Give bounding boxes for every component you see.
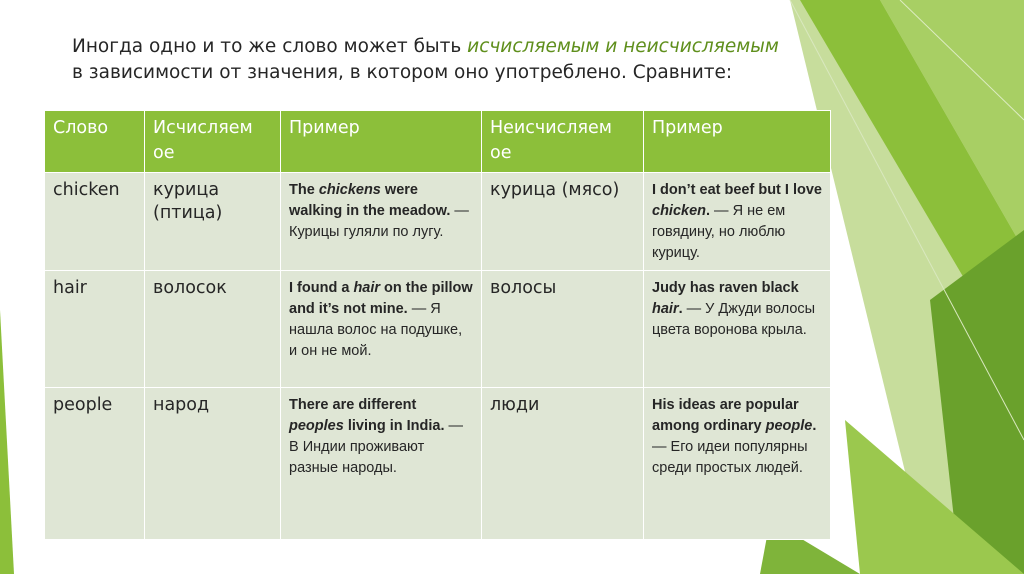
table-header-row [45,111,831,173]
example-translation: — Я нашла волос на подушке, и он не мой. [289,301,463,359]
countable-cell: волосок [145,271,281,388]
table-row [45,173,831,271]
header-word: Слово [45,111,145,173]
example-text: I don’t eat beef but I love [652,182,822,198]
example-text: living in India. [343,418,445,434]
example-text: . [812,418,817,434]
example-translation: — Я не ем говядину, но люблю курицу. [652,203,786,261]
header-example: Пример [644,111,831,173]
example-translation: — У Джуди волосы цвета воронова крыла. [652,301,816,338]
example-keyword: people [765,418,813,434]
example-text: Judy has raven black [652,280,799,296]
word-cell: people [45,388,145,540]
header-example: Пример [281,111,482,173]
example-text: There are different [289,397,417,413]
countable-example-cell [281,388,482,540]
example-translation: — В Индии проживают разные народы. [289,418,464,476]
example-text: I found a [289,280,354,296]
green-shard-shape [0,310,14,574]
example-text: on the pillow and it’s not mine. [289,280,473,317]
example-keyword: chickens [318,182,381,198]
countable-example-cell [281,271,482,388]
example-english [652,397,816,434]
example-text: The [289,182,319,198]
uncountable-cell: люди [482,388,644,540]
intro-text-part2: в зависимости от значения, в котором оно употреблено. Сравните: [72,62,733,83]
example-keyword: chicken [652,203,706,219]
uncountable-cell: волосы [482,271,644,388]
example-text: . [706,203,711,219]
word-cell: chicken [45,173,145,271]
example-translation: — Его идеи популярны среди простых людей. [652,439,808,476]
example-english [289,397,445,434]
uncountable-example-cell [644,271,831,388]
intro-text-part1: Иногда одно и то же слово может быть [72,36,468,57]
example-text: were walking in the meadow. [289,182,451,219]
countable-cell: народ [145,388,281,540]
word-cell: hair [45,271,145,388]
example-english [289,280,473,317]
example-keyword: hair [353,280,381,296]
example-english [289,182,450,219]
uncountable-cell: курица (мясо) [482,173,644,271]
intro-text [72,34,802,86]
countable-example-cell [281,173,482,271]
header-countable: Исчисляем ое [145,111,281,173]
table-row [45,271,831,388]
example-text: His ideas are popular among ordinary [652,397,799,434]
example-keyword: peoples [289,418,344,434]
header-uncountable: Неисчисляем ое [482,111,644,173]
intro-highlight: исчисляемым и неисчисляемым [467,36,779,57]
table-row [45,388,831,540]
uncountable-example-cell [644,173,831,271]
example-text: . [678,301,683,317]
example-keyword: hair [652,301,679,317]
uncountable-example-cell [644,388,831,540]
countable-cell: курица (птица) [145,173,281,271]
example-translation: — Курицы гуляли по лугу. [289,203,469,240]
words-table [44,110,831,540]
